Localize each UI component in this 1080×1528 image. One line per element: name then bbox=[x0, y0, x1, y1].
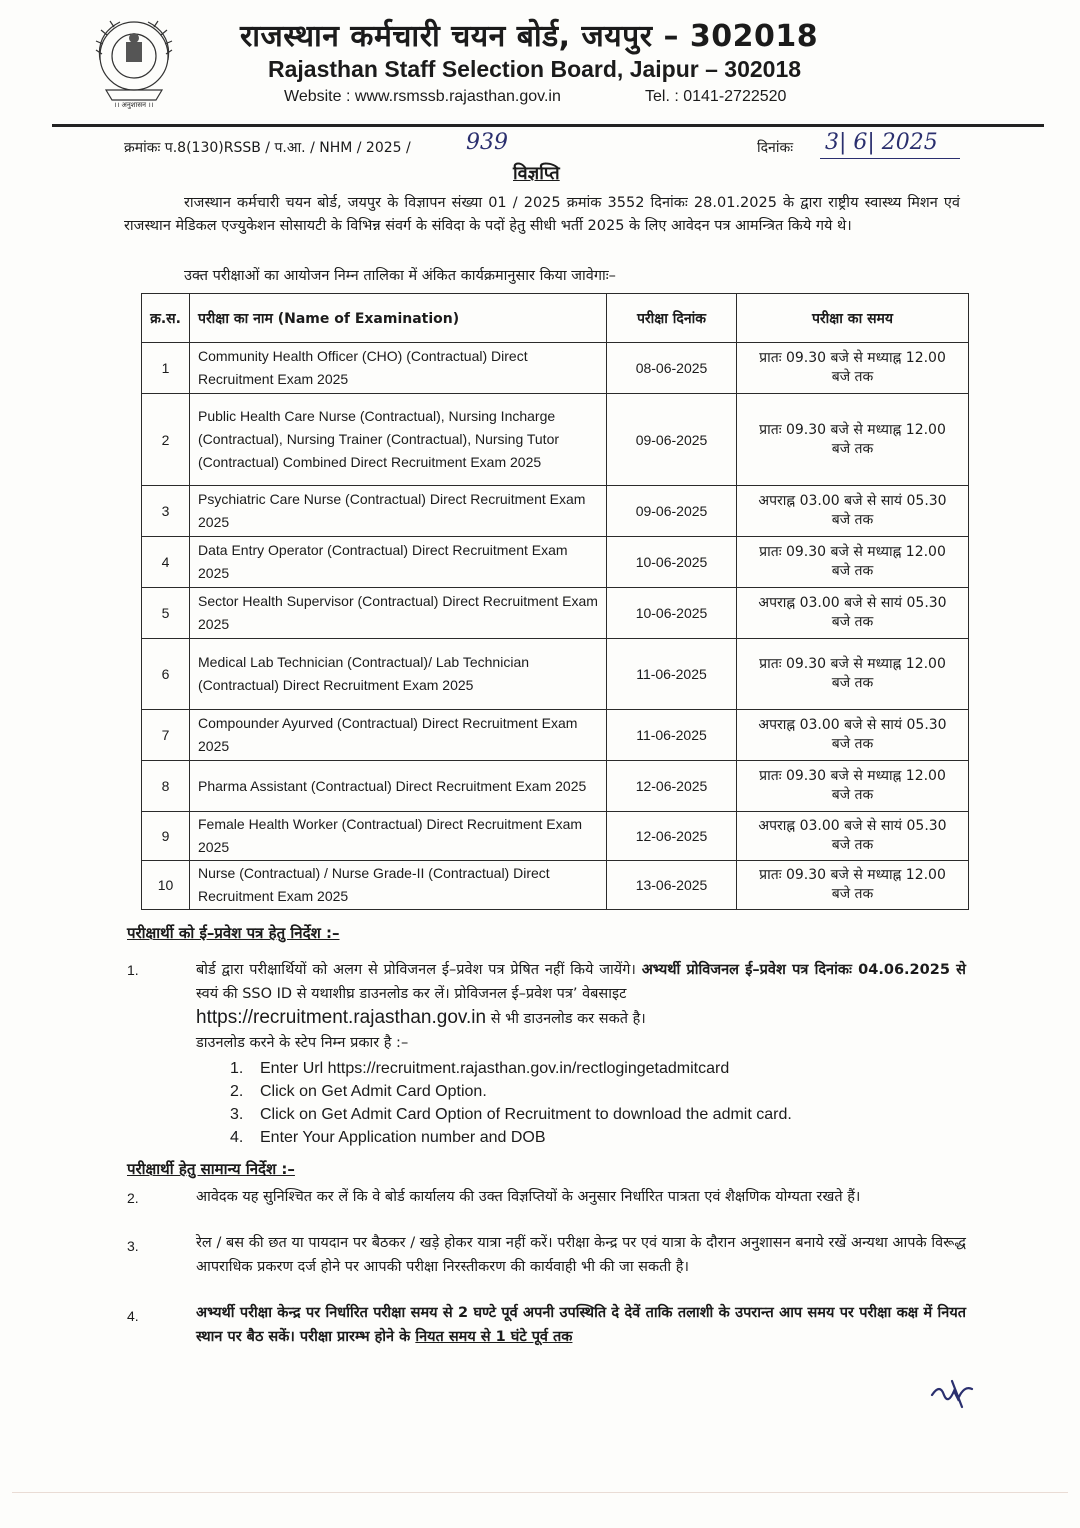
row-exam-name: Compounder Ayurved (Contractual) Direct Recruitment Exam 2025 bbox=[190, 710, 607, 761]
row-exam-time bbox=[737, 537, 969, 588]
table-row bbox=[142, 394, 969, 486]
date-underline bbox=[820, 158, 960, 159]
row-exam-time bbox=[737, 861, 969, 910]
time-line: प्रातः 09.30 बजे से मध्याह्न 12.00 bbox=[759, 544, 946, 560]
general-instruction-text bbox=[196, 1301, 966, 1349]
row-sno: 8 bbox=[142, 761, 190, 812]
time-line: बजे तक bbox=[831, 614, 874, 630]
page-bottom-edge bbox=[12, 1492, 1068, 1493]
row-exam-date: 12-06-2025 bbox=[607, 812, 737, 861]
download-steps-list bbox=[230, 1057, 792, 1149]
step-number: 2. bbox=[230, 1083, 244, 1100]
time-line: प्रातः 09.30 बजे से मध्याह्न 12.00 bbox=[759, 867, 946, 883]
time-line: बजे तक bbox=[831, 837, 874, 853]
row-sno: 7 bbox=[142, 710, 190, 761]
col-exam-date: परीक्षा दिनांक bbox=[607, 294, 737, 343]
row-sno: 10 bbox=[142, 861, 190, 910]
download-steps-intro: डाउनलोड करने के स्टेप निम्न प्रकार है :– bbox=[196, 1035, 409, 1051]
row-exam-time bbox=[737, 761, 969, 812]
admit-card-text: से भी डाउनलोड कर सकते है। bbox=[490, 1011, 646, 1027]
time-line: बजे तक bbox=[831, 440, 874, 457]
row-sno: 1 bbox=[142, 343, 190, 394]
board-title-hindi: राजस्थान कर्मचारी चयन बोर्ड, जयपुर – 302018 bbox=[240, 19, 819, 54]
row-exam-date: 10-06-2025 bbox=[607, 588, 737, 639]
col-exam-time: परीक्षा का समय bbox=[737, 294, 969, 343]
step-text: Click on Get Admit Card Option of Recruitment to download the admit card. bbox=[260, 1106, 792, 1123]
intro-paragraph: राजस्थान कर्मचारी चयन बोर्ड, जयपुर के विज्ञापन संख्या 01 / 2025 क्रमांक 3552 दिनांकः 28.01.2025 के द्वारा राष्ट्रीय स्वास्थ्य मिशन एवं राजस्थान मेडिकल एज्युकेशन सोसायटी के विभिन्न संवर्ग के संविदा के पदों हेतु सीधी भर्ती 2025 के लिए आवेदन पत्र आमन्त्रित किये गये थे। bbox=[124, 195, 960, 234]
row-exam-date: 11-06-2025 bbox=[607, 710, 737, 761]
table-row bbox=[142, 639, 969, 710]
time-line: बजे तक bbox=[831, 787, 874, 803]
table-row bbox=[142, 486, 969, 537]
admit-card-heading: परीक्षार्थी को ई–प्रवेश पत्र हेतु निर्देश :– bbox=[127, 924, 340, 942]
row-sno: 5 bbox=[142, 588, 190, 639]
table-row bbox=[142, 861, 969, 910]
list-item bbox=[230, 1103, 792, 1126]
recruitment-url[interactable]: https://recruitment.rajasthan.gov.in bbox=[196, 1007, 487, 1028]
row-sno: 2 bbox=[142, 394, 190, 486]
col-sno: क्र.स. bbox=[142, 294, 190, 343]
emblem-motto: ।। अनुशासन ।। bbox=[114, 101, 154, 109]
date-label: दिनांकः bbox=[757, 140, 794, 156]
row-exam-time bbox=[737, 812, 969, 861]
row-sno: 4 bbox=[142, 537, 190, 588]
header-rule bbox=[52, 124, 1044, 127]
time-line: अपराह्न 03.00 बजे से सायं 05.30 bbox=[758, 818, 947, 834]
row-sno: 9 bbox=[142, 812, 190, 861]
time-line: अपराह्न 03.00 बजे से सायं 05.30 bbox=[758, 493, 947, 509]
item-number: 2. bbox=[127, 1190, 139, 1206]
time-line: बजे तक bbox=[831, 886, 874, 902]
row-exam-date: 13-06-2025 bbox=[607, 861, 737, 910]
time-line: बजे तक bbox=[831, 675, 874, 691]
time-line: अपराह्न 03.00 बजे से सायं 05.30 bbox=[758, 595, 947, 611]
notice-title: विज्ञप्ति bbox=[513, 163, 560, 184]
telephone-text: Tel. : 0141-2722520 bbox=[645, 88, 787, 105]
admit-card-date-text: अभ्यर्थी प्रोविजनल ई–प्रवेश पत्र दिनांकः 04.06.2025 से bbox=[641, 962, 966, 978]
row-sno: 6 bbox=[142, 639, 190, 710]
row-exam-name: Data Entry Operator (Contractual) Direct Recruitment Exam 2025 bbox=[190, 537, 607, 588]
handwritten-dispatch-number: 939 bbox=[466, 130, 508, 155]
row-exam-time bbox=[737, 486, 969, 537]
signature-icon bbox=[928, 1373, 976, 1413]
rsmssb-emblem-icon bbox=[90, 14, 178, 108]
table-row bbox=[142, 588, 969, 639]
instruction-underlined-text: नियत समय से 1 घंटे पूर्व तक bbox=[415, 1329, 573, 1345]
row-exam-name: Pharma Assistant (Contractual) Direct Recruitment Exam 2025 bbox=[190, 761, 607, 812]
col-exam-name: परीक्षा का नाम (Name of Examination) bbox=[190, 294, 607, 343]
step-number: 1. bbox=[230, 1060, 244, 1077]
table-header-row bbox=[142, 294, 969, 343]
time-line: अपराह्न 03.00 बजे से सायं 05.30 bbox=[758, 717, 947, 733]
row-exam-name: Nurse (Contractual) / Nurse Grade-II (Contractual) Direct Recruitment Exam 2025 bbox=[190, 861, 607, 910]
handwritten-date: 3| 6| 2025 bbox=[825, 130, 938, 155]
reference-number: क्रमांकः प.8(130)RSSB / प.आ. / NHM / 2025 / bbox=[124, 140, 411, 156]
step-text: Click on Get Admit Card Option. bbox=[260, 1083, 487, 1100]
table-row bbox=[142, 343, 969, 394]
row-exam-date: 12-06-2025 bbox=[607, 761, 737, 812]
row-exam-name: Psychiatric Care Nurse (Contractual) Direct Recruitment Exam 2025 bbox=[190, 486, 607, 537]
row-exam-name: Female Health Worker (Contractual) Direct Recruitment Exam 2025 bbox=[190, 812, 607, 861]
time-line: बजे तक bbox=[831, 369, 874, 385]
time-line: प्रातः 09.30 बजे से मध्याह्न 12.00 bbox=[759, 350, 946, 366]
item-number: 1. bbox=[127, 962, 139, 978]
row-exam-name: Sector Health Supervisor (Contractual) Direct Recruitment Exam 2025 bbox=[190, 588, 607, 639]
exam-schedule-table bbox=[141, 293, 969, 910]
time-line: प्रातः 09.30 बजे से मध्याह्न 12.00 bbox=[759, 656, 946, 672]
row-exam-date: 09-06-2025 bbox=[607, 486, 737, 537]
intro-schedule-line: उक्त परीक्षाओं का आयोजन निम्न तालिका में अंकित कार्यक्रमानुसार किया जावेगाः– bbox=[184, 268, 616, 284]
step-text: Enter Your Application number and DOB bbox=[260, 1129, 546, 1146]
list-item bbox=[230, 1057, 792, 1080]
row-exam-time bbox=[737, 343, 969, 394]
row-exam-time bbox=[737, 639, 969, 710]
table-row bbox=[142, 812, 969, 861]
admit-card-text: बोर्ड द्वारा परीक्षार्थियों को अलग से प्रोविजनल ई–प्रवेश पत्र प्रेषित नहीं किये जायेंगे। bbox=[196, 962, 636, 978]
list-item bbox=[230, 1080, 792, 1103]
row-exam-date: 10-06-2025 bbox=[607, 537, 737, 588]
row-exam-time bbox=[737, 710, 969, 761]
item-number: 4. bbox=[127, 1308, 139, 1324]
row-exam-name: Public Health Care Nurse (Contractual), Nursing Incharge (Contractual), Nursing Trainer (Contractual), Nursing Tutor (Contractual) Combined Direct Recruitment Exam 2025 bbox=[190, 394, 607, 486]
instruction-text: अभ्यर्थी परीक्षा केन्द्र पर निर्धारित परीक्षा समय से 2 घण्टे पूर्व अपनी उपस्थिति दे देवें ताकि तलाशी के उपरान्त आप समय पर परीक्षा कक्ष में नियत स्थान पर बैठ सकें। परीक्षा प्रारम्भ होने के bbox=[196, 1305, 966, 1345]
time-line: प्रातः 09.30 बजे से मध्याह्न 12.00 bbox=[759, 768, 946, 784]
row-exam-time bbox=[737, 394, 969, 486]
row-sno: 3 bbox=[142, 486, 190, 537]
time-line: बजे तक bbox=[831, 512, 874, 528]
step-number: 3. bbox=[230, 1106, 244, 1123]
step-number: 4. bbox=[230, 1129, 244, 1146]
time-line: बजे तक bbox=[831, 563, 874, 579]
row-exam-name: Community Health Officer (CHO) (Contractual) Direct Recruitment Exam 2025 bbox=[190, 343, 607, 394]
general-instructions-heading: परीक्षार्थी हेतु सामान्य निर्देश :– bbox=[127, 1160, 295, 1178]
list-item bbox=[230, 1126, 792, 1149]
board-title-english: Rajasthan Staff Selection Board, Jaipur – 302018 bbox=[268, 56, 802, 82]
admit-card-paragraph bbox=[196, 958, 966, 1055]
row-exam-name: Medical Lab Technician (Contractual)/ Lab Technician (Contractual) Direct Recruitment Exam 2025 bbox=[190, 639, 607, 710]
table-row bbox=[142, 710, 969, 761]
admit-card-text: स्वयं की SSO ID से यथाशीघ्र डाउनलोड कर लें। प्रोविजनल ई–प्रवेश पत्र’ वेबसाइट bbox=[196, 986, 627, 1002]
table-row bbox=[142, 761, 969, 812]
time-line: बजे तक bbox=[831, 736, 874, 752]
time-line: प्रातः 09.30 बजे से मध्याह्न 12.00 bbox=[759, 421, 946, 438]
item-number: 3. bbox=[127, 1238, 139, 1254]
step-text: Enter Url https://recruitment.rajasthan.gov.in/rectlogingetadmitcard bbox=[260, 1060, 730, 1077]
general-instruction-text: आवेदक यह सुनिश्चित कर लें कि वे बोर्ड कार्यालय की उक्त विज्ञप्तियों के अनुसार निर्धारित पात्रता एवं शैक्षणिक योग्यता रखते हैं। bbox=[196, 1189, 861, 1205]
general-instruction-text: रेल / बस की छत या पायदान पर बैठकर / खड़े होकर यात्रा नहीं करें। परीक्षा केन्द्र पर एवं यात्रा के दौरान अनुशासन बनाये रखें अन्यथा आपके विरूद्ध आपराधिक प्रकरण दर्ज होने पर आपकी परीक्षा निरस्तीकरण की कार्यवाही भी की जा सकती है। bbox=[196, 1235, 966, 1275]
website-text: Website : www.rsmssb.rajasthan.gov.in bbox=[284, 88, 561, 105]
row-exam-date: 11-06-2025 bbox=[607, 639, 737, 710]
row-exam-date: 09-06-2025 bbox=[607, 394, 737, 486]
table-row bbox=[142, 537, 969, 588]
row-exam-date: 08-06-2025 bbox=[607, 343, 737, 394]
row-exam-time bbox=[737, 588, 969, 639]
